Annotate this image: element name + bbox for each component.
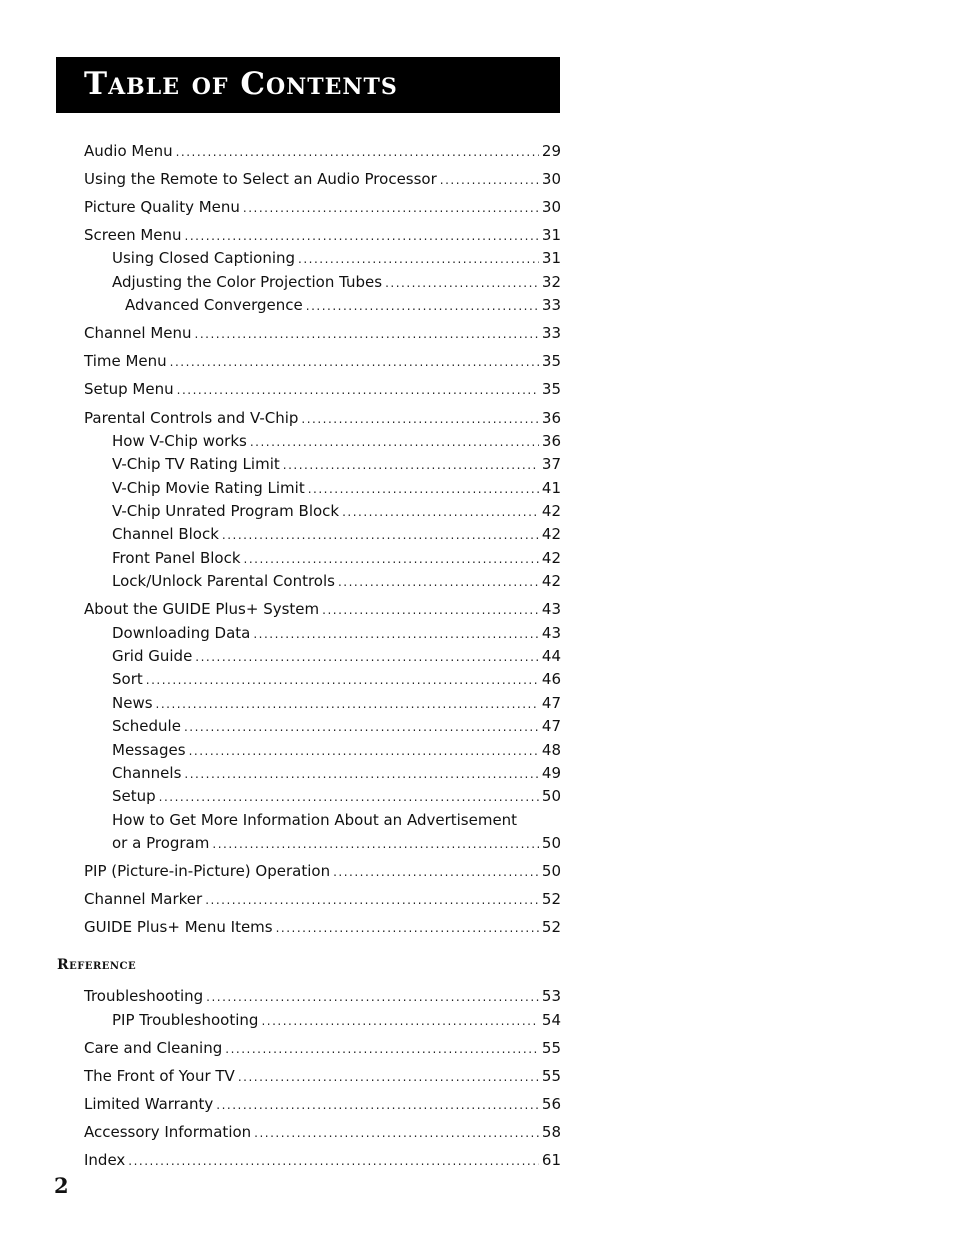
toc-entry-page: 55 (541, 1067, 561, 1085)
toc-entry (84, 1092, 561, 1114)
dot-leader (244, 550, 539, 568)
toc-entry (112, 644, 561, 666)
toc-entry-label: Picture Quality Menu (84, 198, 240, 216)
toc-entry-label: Grid Guide (112, 647, 193, 665)
toc-entry-page: 44 (541, 647, 561, 665)
toc-entry-page: 55 (541, 1039, 561, 1057)
toc-entry-page: 36 (541, 432, 561, 450)
toc-entry-label: Care and Cleaning (84, 1039, 223, 1057)
dot-leader (261, 1012, 538, 1030)
toc-entry (84, 139, 561, 161)
dot-leader (301, 410, 539, 428)
toc-entry-label: PIP Troubleshooting (112, 1011, 259, 1029)
toc-entry-page: 50 (541, 862, 561, 880)
toc-entry-page: 42 (541, 572, 561, 590)
dot-leader (146, 671, 539, 689)
toc-entry-label: Setup (112, 787, 156, 805)
toc-entry-label: Channels (112, 764, 182, 782)
toc-entry (84, 597, 561, 619)
dot-leader (250, 433, 539, 451)
dot-leader (159, 788, 539, 806)
toc-entry-label: Using the Remote to Select an Audio Processor (84, 170, 437, 188)
toc-entry (112, 831, 561, 853)
toc-entry-label: Time Menu (84, 352, 167, 370)
dot-leader (333, 863, 539, 881)
toc-entry-page: 41 (541, 479, 561, 497)
toc-entry (112, 522, 561, 544)
toc-entry-label: Messages (112, 741, 186, 759)
toc-entry-label: Sort (112, 670, 143, 688)
toc-entry-label: How V-Chip works (112, 432, 247, 450)
toc-entry (112, 808, 561, 830)
toc-entry (84, 1120, 561, 1142)
toc-entry-page: 52 (541, 918, 561, 936)
toc-entry-page: 52 (541, 890, 561, 908)
dot-leader (177, 381, 539, 399)
toc-entry-page: 36 (541, 409, 561, 427)
dot-leader (216, 1096, 539, 1114)
toc-entry-page: 29 (541, 142, 561, 160)
toc-entry (84, 349, 561, 371)
dot-leader (254, 1124, 539, 1142)
toc-entry (112, 246, 561, 268)
toc-entry (84, 859, 561, 881)
toc-entry-page: 30 (541, 170, 561, 188)
toc-entry-page: 48 (541, 741, 561, 759)
toc-entry (112, 667, 561, 689)
dot-leader (185, 227, 539, 245)
toc-entry (112, 546, 561, 568)
toc-entry (84, 377, 561, 399)
toc-entry-page: 50 (541, 787, 561, 805)
toc-entry-label: GUIDE Plus+ Menu Items (84, 918, 273, 936)
toc-entry-label: The Front of Your TV (84, 1067, 235, 1085)
toc-entry (112, 1008, 561, 1030)
toc-entry (84, 1148, 561, 1170)
toc-entry-page: 33 (541, 296, 561, 314)
dot-leader (308, 480, 539, 498)
toc-entry (84, 984, 561, 1006)
toc-entry (112, 476, 561, 498)
dot-leader (156, 695, 539, 713)
toc-entry (84, 915, 561, 937)
page-number: 2 (54, 1173, 69, 1198)
toc-entry-label: Troubleshooting (84, 987, 204, 1005)
toc-entry (84, 1036, 561, 1058)
toc-entry-label: or a Program (112, 834, 210, 852)
toc-entry-page: 47 (541, 717, 561, 735)
dot-leader (184, 718, 539, 736)
toc-entry-page: 35 (541, 352, 561, 370)
toc-entry (112, 691, 561, 713)
toc-entry-page: 30 (541, 198, 561, 216)
dot-leader (238, 1068, 539, 1086)
toc-entry-label: Index (84, 1151, 126, 1169)
dot-leader (212, 835, 539, 853)
dot-leader (243, 199, 539, 217)
toc-entry-label: Accessory Information (84, 1123, 252, 1141)
dot-leader (440, 171, 539, 189)
dot-leader (195, 325, 539, 343)
toc-entry-page: 43 (541, 624, 561, 642)
toc-entry-label: Audio Menu (84, 142, 173, 160)
toc-entry (112, 738, 561, 760)
dot-leader (195, 648, 539, 666)
toc-entry (84, 195, 561, 217)
toc-entry-label: News (112, 694, 153, 712)
dot-leader (276, 919, 539, 937)
toc-entry-label: Using Closed Captioning (112, 249, 296, 267)
toc-entry-label: PIP (Picture-in-Picture) Operation (84, 862, 331, 880)
toc-entry-page: 42 (541, 502, 561, 520)
toc-entry (84, 1064, 561, 1086)
toc-entry-page: 35 (541, 380, 561, 398)
toc-entry-page: 33 (541, 324, 561, 342)
dot-leader (306, 297, 539, 315)
toc-entry-page: 47 (541, 694, 561, 712)
toc-entry-page: 53 (541, 987, 561, 1005)
toc-entry-label: V-Chip TV Rating Limit (112, 455, 280, 473)
dot-leader (189, 742, 539, 760)
toc-entry (112, 499, 561, 521)
dot-leader (170, 353, 539, 371)
toc-entry-label: Limited Warranty (84, 1095, 214, 1113)
reference-heading: Reference (57, 957, 137, 973)
dot-leader (283, 456, 539, 474)
toc-entry (112, 714, 561, 736)
toc-entry-label: How to Get More Information About an Advertisement (112, 811, 518, 829)
toc-entry (112, 784, 561, 806)
toc-entry-page: 58 (541, 1123, 561, 1141)
page-title: Table of Contents (84, 66, 398, 102)
toc-entry-label: Adjusting the Color Projection Tubes (112, 273, 383, 291)
dot-leader (225, 1040, 539, 1058)
dot-leader (206, 988, 539, 1006)
toc-entry (84, 406, 561, 428)
toc-entry (84, 167, 561, 189)
toc-entry-label: Front Panel Block (112, 549, 241, 567)
dot-leader (342, 503, 539, 521)
toc-entry-page: 42 (541, 549, 561, 567)
toc-entry-page: 31 (541, 249, 561, 267)
toc-entry-label: About the GUIDE Plus+ System (84, 600, 320, 618)
toc-entry-label: Channel Block (112, 525, 219, 543)
dot-leader (176, 143, 539, 161)
dot-leader (385, 274, 539, 292)
toc-entry-label: V-Chip Movie Rating Limit (112, 479, 305, 497)
toc-entry-label: V-Chip Unrated Program Block (112, 502, 340, 520)
toc-entry-label: Lock/Unlock Parental Controls (112, 572, 335, 590)
toc-entry-page: 31 (541, 226, 561, 244)
toc-entry-page: 49 (541, 764, 561, 782)
toc-entry-page: 32 (541, 273, 561, 291)
toc-entry (84, 223, 561, 245)
toc-entry-page: 42 (541, 525, 561, 543)
toc-entry-label: Schedule (112, 717, 181, 735)
dot-leader (298, 250, 539, 268)
toc-entry-label: Setup Menu (84, 380, 174, 398)
toc-entry-page: 54 (541, 1011, 561, 1029)
toc-entry-label: Channel Marker (84, 890, 203, 908)
toc-entry-page: 37 (541, 455, 561, 473)
toc-entry (112, 569, 561, 591)
dot-leader (128, 1152, 539, 1170)
dot-leader (222, 526, 539, 544)
toc-entry (112, 621, 561, 643)
toc-entry (112, 761, 561, 783)
toc-entry-page: 43 (541, 600, 561, 618)
toc-entry-label: Screen Menu (84, 226, 182, 244)
toc-entry (84, 321, 561, 343)
toc-entry-label: Parental Controls and V-Chip (84, 409, 299, 427)
toc-entry (112, 452, 561, 474)
toc-entry (112, 429, 561, 451)
toc-entry (125, 293, 561, 315)
toc-entry-label: Advanced Convergence (125, 296, 303, 314)
toc-entry-page: 46 (541, 670, 561, 688)
toc-entry (84, 887, 561, 909)
toc-entry-label: Channel Menu (84, 324, 192, 342)
toc-entry-page: 50 (541, 834, 561, 852)
toc-entry-page: 56 (541, 1095, 561, 1113)
dot-leader (322, 601, 539, 619)
dot-leader (253, 625, 539, 643)
toc-entry-page: 61 (541, 1151, 561, 1169)
dot-leader (184, 765, 539, 783)
toc-entry-label: Downloading Data (112, 624, 251, 642)
toc-entry (112, 270, 561, 292)
dot-leader (338, 573, 539, 591)
dot-leader (205, 891, 539, 909)
